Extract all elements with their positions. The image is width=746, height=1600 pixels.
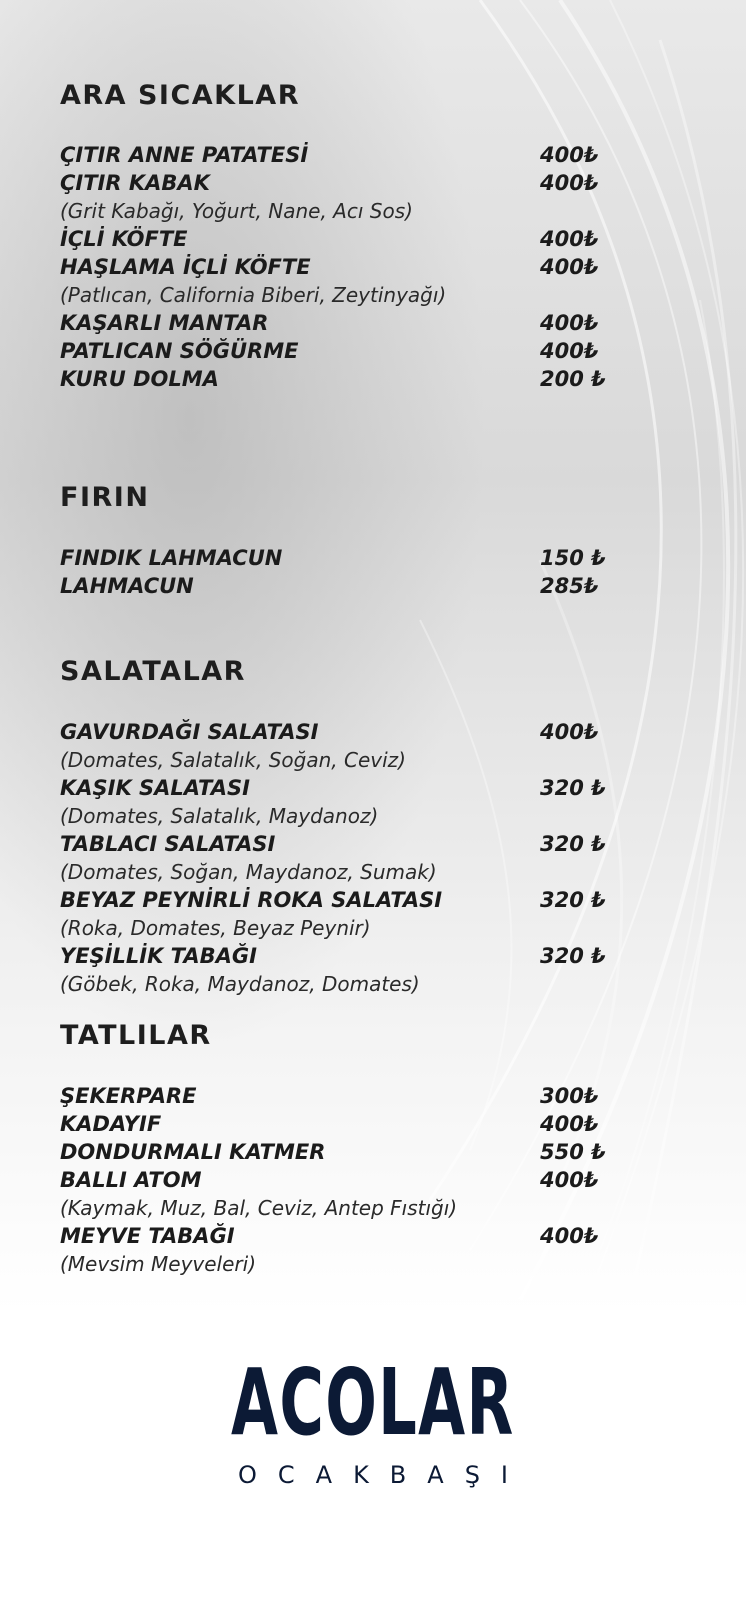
- item-price: 400₺: [540, 339, 599, 363]
- item-name: KAŞARLI MANTAR: [60, 311, 269, 335]
- item-description: [60, 1194, 620, 1222]
- menu-item: [60, 141, 620, 169]
- item-description-text: (Kaymak, Muz, Bal, Ceviz, Antep Fıstığı): [60, 1196, 458, 1220]
- section-title-tatlilar: TATLILAR: [60, 1020, 212, 1051]
- item-name: KADAYIF: [60, 1112, 162, 1136]
- item-name: İÇLİ KÖFTE: [60, 227, 188, 251]
- section-items-tatlilar: [60, 1082, 620, 1278]
- menu-item: [60, 365, 620, 393]
- item-name: DONDURMALI KATMER: [60, 1140, 326, 1164]
- item-description: [60, 802, 620, 830]
- item-description: [60, 1250, 620, 1278]
- item-description: [60, 914, 620, 942]
- menu-item: [60, 309, 620, 337]
- menu-item: [60, 1138, 620, 1166]
- item-price: 400₺: [540, 720, 599, 744]
- menu-item: [60, 1082, 620, 1110]
- brand-logo: [0, 1349, 746, 1489]
- item-price: 300₺: [540, 1084, 599, 1108]
- menu-item: [60, 225, 620, 253]
- item-name: PATLICAN SÖĞÜRME: [60, 339, 299, 363]
- item-price: 400₺: [540, 143, 599, 167]
- item-price: 320 ₺: [540, 776, 606, 800]
- item-price: 400₺: [540, 1112, 599, 1136]
- item-name: ÇITIR KABAK: [60, 171, 210, 195]
- menu-item: [60, 572, 620, 600]
- menu-item: [60, 253, 620, 281]
- item-price: 550 ₺: [540, 1140, 606, 1164]
- item-description: [60, 858, 620, 886]
- item-description-text: (Mevsim Meyveleri): [60, 1252, 256, 1276]
- menu-item: [60, 1166, 620, 1194]
- menu-item: [60, 718, 620, 746]
- item-description-text: (Domates, Soğan, Maydanoz, Sumak): [60, 860, 437, 884]
- item-price: 400₺: [540, 1168, 599, 1192]
- item-description-text: (Domates, Salatalık, Maydanoz): [60, 804, 379, 828]
- item-price: 150 ₺: [540, 546, 606, 570]
- item-price: 400₺: [540, 227, 599, 251]
- item-description-text: (Domates, Salatalık, Soğan, Ceviz): [60, 748, 406, 772]
- item-name: FINDIK LAHMACUN: [60, 546, 283, 570]
- item-description: [60, 970, 620, 998]
- item-name: GAVURDAĞI SALATASI: [60, 720, 319, 744]
- menu-item: [60, 774, 620, 802]
- item-price: 320 ₺: [540, 832, 606, 856]
- item-description-text: (Patlıcan, California Biberi, Zeytinyağı): [60, 283, 447, 307]
- item-price: 400₺: [540, 171, 599, 195]
- item-name: ŞEKERPARE: [60, 1084, 197, 1108]
- menu-item: [60, 1222, 620, 1250]
- brand-name: ACOLAR: [231, 1349, 515, 1456]
- item-description-text: (Grit Kabağı, Yoğurt, Nane, Acı Sos): [60, 199, 413, 223]
- item-description: [60, 746, 620, 774]
- menu-item: [60, 942, 620, 970]
- item-price: 320 ₺: [540, 888, 606, 912]
- section-title-ara-sicaklar: ARA SICAKLAR: [60, 80, 300, 111]
- item-price: 285₺: [540, 574, 599, 598]
- item-description: [60, 281, 620, 309]
- item-name: KURU DOLMA: [60, 367, 219, 391]
- item-name: BALLI ATOM: [60, 1168, 202, 1192]
- menu-item: [60, 886, 620, 914]
- section-items-firin: [60, 544, 620, 600]
- item-name: BEYAZ PEYNİRLİ ROKA SALATASI: [60, 888, 443, 912]
- item-price: 400₺: [540, 255, 599, 279]
- item-description-text: (Göbek, Roka, Maydanoz, Domates): [60, 972, 420, 996]
- item-price: 400₺: [540, 1224, 599, 1248]
- menu-item: [60, 337, 620, 365]
- section-items-salatalar: [60, 718, 620, 998]
- item-price: 200 ₺: [540, 367, 606, 391]
- item-name: KAŞIK SALATASI: [60, 776, 250, 800]
- item-name: MEYVE TABAĞI: [60, 1224, 235, 1248]
- item-name: LAHMACUN: [60, 574, 194, 598]
- menu-item: [60, 169, 620, 197]
- menu-item: [60, 544, 620, 572]
- item-description: [60, 197, 620, 225]
- section-title-salatalar: SALATALAR: [60, 656, 246, 687]
- item-name: TABLACI SALATASI: [60, 832, 276, 856]
- menu-item: [60, 1110, 620, 1138]
- brand-subtitle: OCAKBAŞI: [238, 1461, 529, 1489]
- item-name: YEŞİLLİK TABAĞI: [60, 944, 257, 968]
- item-name: ÇITIR ANNE PATATESİ: [60, 143, 309, 167]
- menu-item: [60, 830, 620, 858]
- item-name: HAŞLAMA İÇLİ KÖFTE: [60, 255, 311, 279]
- section-title-firin: FIRIN: [60, 482, 150, 513]
- item-description-text: (Roka, Domates, Beyaz Peynir): [60, 916, 371, 940]
- item-price: 320 ₺: [540, 944, 606, 968]
- item-price: 400₺: [540, 311, 599, 335]
- section-items-ara-sicaklar: [60, 141, 620, 393]
